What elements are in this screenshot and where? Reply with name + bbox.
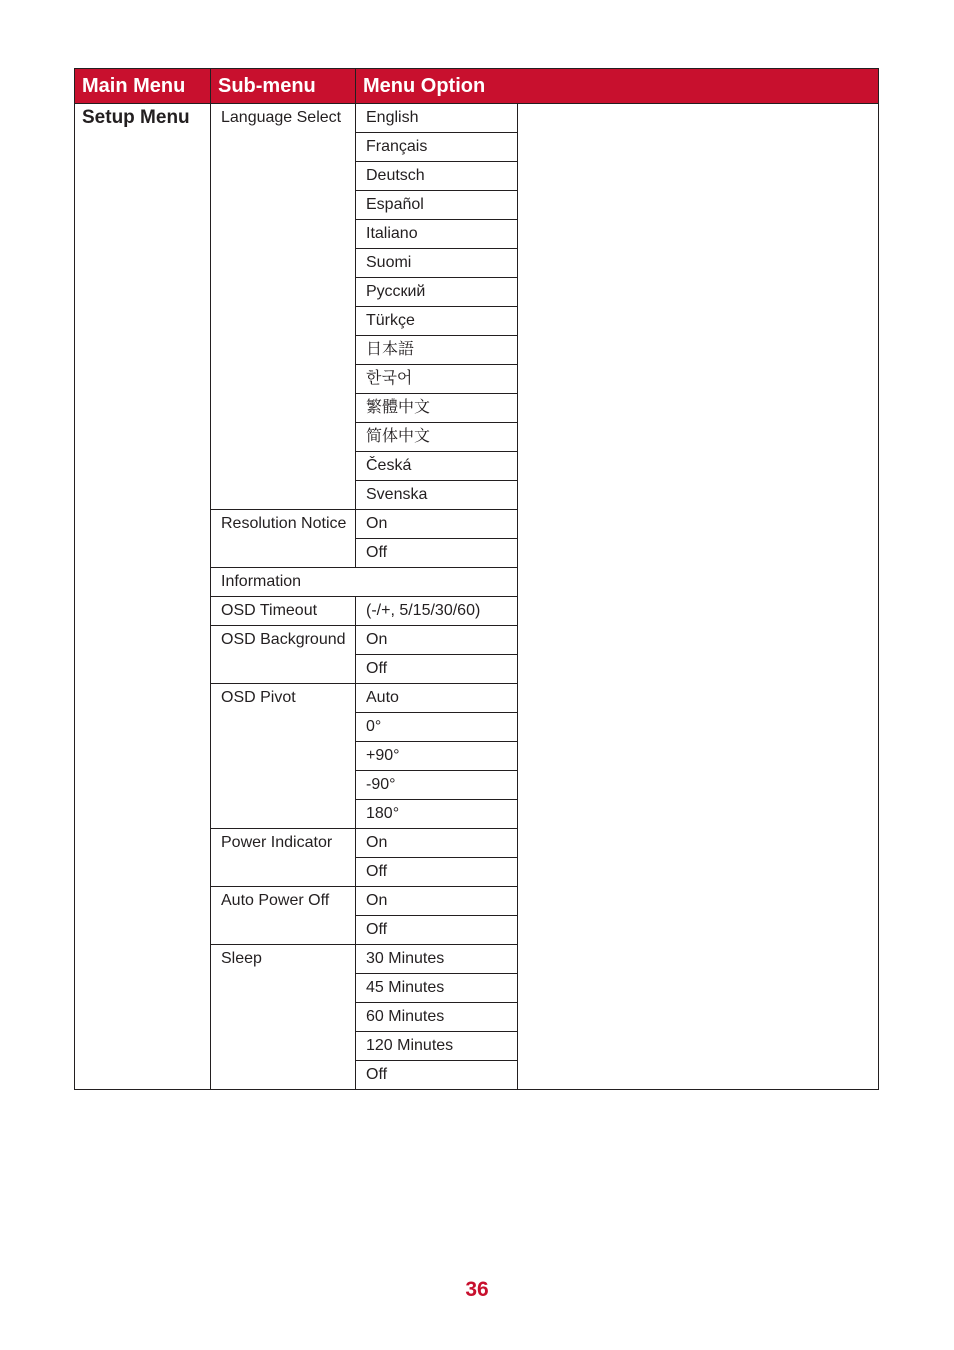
- menu-table: [74, 68, 879, 1090]
- option-plus-90-degrees: +90°: [356, 742, 518, 771]
- header-row: [75, 69, 879, 104]
- option-svenska: Svenska: [356, 481, 518, 510]
- header-main-menu: Main Menu: [75, 69, 211, 104]
- option-espanol: Español: [356, 191, 518, 220]
- option-suomi: Suomi: [356, 249, 518, 278]
- option-180-degrees: 180°: [356, 800, 518, 829]
- option-japanese: 日本語: [356, 336, 518, 365]
- submenu-information: Information: [211, 568, 518, 597]
- option-0-degrees: 0°: [356, 713, 518, 742]
- option-30-minutes: 30 Minutes: [356, 945, 518, 974]
- option-on: On: [356, 887, 518, 916]
- option-francais: Français: [356, 133, 518, 162]
- option-45-minutes: 45 Minutes: [356, 974, 518, 1003]
- option-minus-90-degrees: -90°: [356, 771, 518, 800]
- option-turkce: Türkçe: [356, 307, 518, 336]
- option-osd-timeout-range: (-/+, 5/15/30/60): [356, 597, 518, 626]
- main-menu-setup: Setup Menu: [75, 104, 211, 1090]
- option-off: Off: [356, 1061, 518, 1090]
- option-ceska: Česká: [356, 452, 518, 481]
- option-60-minutes: 60 Minutes: [356, 1003, 518, 1032]
- table-row: [75, 104, 879, 133]
- submenu-osd-background: OSD Background: [211, 626, 356, 684]
- option-traditional-chinese: 繁體中文: [356, 394, 518, 423]
- option-on: On: [356, 829, 518, 858]
- option-120-minutes: 120 Minutes: [356, 1032, 518, 1061]
- blank-column: [518, 104, 879, 1090]
- option-auto: Auto: [356, 684, 518, 713]
- option-deutsch: Deutsch: [356, 162, 518, 191]
- submenu-language-select: Language Select: [211, 104, 356, 510]
- option-off: Off: [356, 539, 518, 568]
- option-korean: 한국어: [356, 365, 518, 394]
- submenu-osd-timeout: OSD Timeout: [211, 597, 356, 626]
- submenu-osd-pivot: OSD Pivot: [211, 684, 356, 829]
- option-off: Off: [356, 655, 518, 684]
- submenu-sleep: Sleep: [211, 945, 356, 1090]
- submenu-power-indicator: Power Indicator: [211, 829, 356, 887]
- page-number: 36: [465, 1278, 489, 1301]
- option-italiano: Italiano: [356, 220, 518, 249]
- option-off: Off: [356, 858, 518, 887]
- option-on: On: [356, 510, 518, 539]
- option-english: English: [356, 104, 518, 133]
- option-simplified-chinese: 简体中文: [356, 423, 518, 452]
- submenu-resolution-notice: Resolution Notice: [211, 510, 356, 568]
- option-off: Off: [356, 916, 518, 945]
- header-menu-option: Menu Option: [356, 69, 879, 104]
- option-russian: Русский: [356, 278, 518, 307]
- option-on: On: [356, 626, 518, 655]
- submenu-auto-power-off: Auto Power Off: [211, 887, 356, 945]
- header-sub-menu: Sub-menu: [211, 69, 356, 104]
